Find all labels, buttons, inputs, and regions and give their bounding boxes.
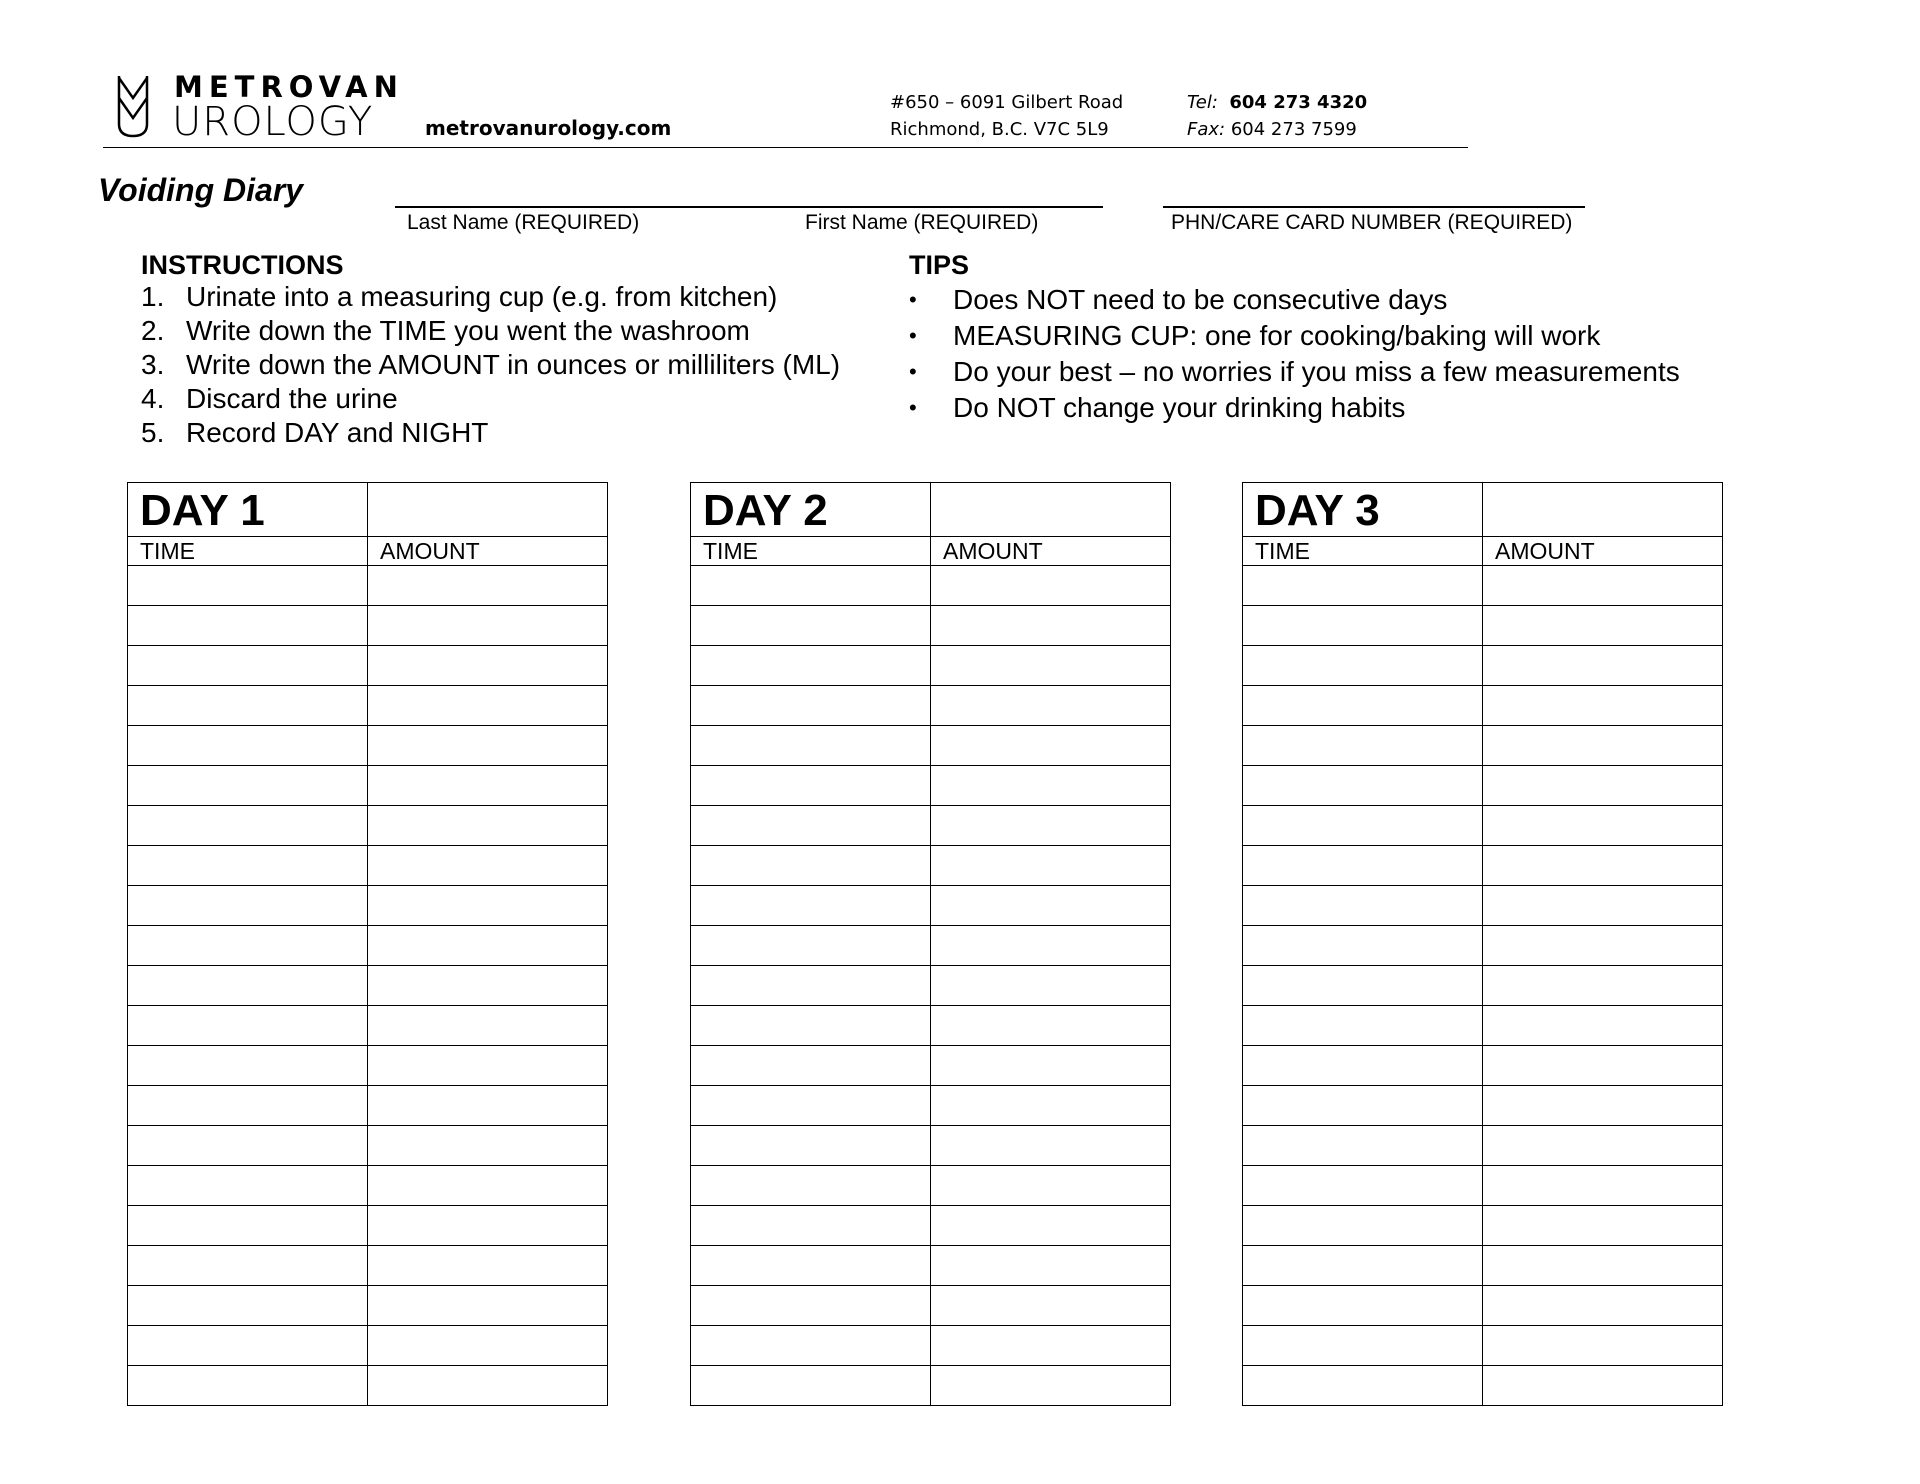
time-cell[interactable] [691,1006,931,1046]
amount-cell[interactable] [368,726,608,766]
time-cell[interactable] [691,726,931,766]
day-date-cell[interactable] [931,483,1171,537]
tip-text: Do NOT change your drinking habits [953,392,1406,423]
amount-cell[interactable] [368,846,608,886]
time-cell[interactable] [691,646,931,686]
time-cell[interactable] [691,1246,931,1286]
table-row [128,846,608,886]
table-row [128,1286,608,1326]
amount-cell[interactable] [931,726,1171,766]
table-row [128,1006,608,1046]
brand-name-urology: UROLOGY [172,99,374,145]
amount-cell[interactable] [1483,726,1723,766]
time-cell[interactable] [128,926,368,966]
time-cell[interactable] [1243,1286,1483,1326]
amount-cell[interactable] [1483,646,1723,686]
time-cell[interactable] [128,766,368,806]
table-row [1243,646,1723,686]
table-row [691,846,1171,886]
day-date-cell[interactable] [368,483,608,537]
instruction-number: 5. [141,417,165,448]
amount-cell[interactable] [368,1046,608,1086]
time-cell[interactable] [1243,926,1483,966]
phn-label: PHN/CARE CARD NUMBER (REQUIRED) [1171,211,1573,234]
amount-cell[interactable] [368,766,608,806]
table-row [691,1046,1171,1086]
fax-value: 604 273 7599 [1230,119,1357,140]
amount-cell[interactable] [1483,1006,1723,1046]
time-cell[interactable] [128,1086,368,1126]
day-title: DAY 1 [128,483,368,537]
time-cell[interactable] [1243,646,1483,686]
address-line-1: #650 – 6091 Gilbert Road [890,92,1124,113]
table-row [1243,566,1723,606]
phn-field[interactable] [1163,206,1585,208]
time-cell[interactable] [1243,566,1483,606]
page-title: Voiding Diary [98,172,304,208]
amount-cell[interactable] [368,1006,608,1046]
table-row [1243,1126,1723,1166]
amount-cell[interactable] [1483,1286,1723,1326]
table-row [128,926,608,966]
time-cell[interactable] [1243,1206,1483,1246]
time-cell[interactable] [1243,966,1483,1006]
time-cell[interactable] [1243,1166,1483,1206]
amount-cell[interactable] [368,1206,608,1246]
day-2-table [690,482,1171,1406]
table-row [1243,766,1723,806]
time-cell[interactable] [691,1166,931,1206]
brand-name-metrovan: METROVAN [174,70,404,104]
address-line-2: Richmond, B.C. V7C 5L9 [890,119,1109,140]
amount-cell[interactable] [1483,606,1723,646]
table-row [1243,686,1723,726]
amount-cell[interactable] [368,966,608,1006]
amount-cell[interactable] [1483,1166,1723,1206]
amount-cell[interactable] [368,1166,608,1206]
last-name-label: Last Name (REQUIRED) [407,211,640,234]
time-cell[interactable] [1243,1126,1483,1166]
table-row [1243,1286,1723,1326]
table-row [128,1206,608,1246]
instruction-text: Record DAY and NIGHT [186,417,489,448]
time-cell[interactable] [1243,886,1483,926]
table-row [128,726,608,766]
bullet-icon: • [909,323,917,348]
amount-cell[interactable] [368,1086,608,1126]
table-row [691,1286,1171,1326]
amount-cell[interactable] [368,1326,608,1366]
table-row [1243,1246,1723,1286]
time-cell[interactable] [128,886,368,926]
table-row [691,726,1171,766]
amount-cell[interactable] [1483,886,1723,926]
amount-cell[interactable] [1483,1246,1723,1286]
instructions-heading: INSTRUCTIONS [141,250,344,280]
time-column-header: TIME [691,537,931,566]
amount-column-header: AMOUNT [1483,537,1723,566]
amount-cell[interactable] [368,1126,608,1166]
fax [1187,119,1357,141]
time-cell[interactable] [1243,1046,1483,1086]
instruction-text: Urinate into a measuring cup (e.g. from kitchen) [186,281,778,312]
amount-column-header: AMOUNT [368,537,608,566]
time-cell[interactable] [691,1326,931,1366]
name-field[interactable] [395,206,1103,208]
table-row [691,566,1171,606]
day-date-cell[interactable] [1483,483,1723,537]
table-row [691,1366,1171,1406]
table-row [128,1326,608,1366]
table-row [691,1126,1171,1166]
time-cell[interactable] [691,926,931,966]
table-row [691,1246,1171,1286]
table-row [128,766,608,806]
table-row [128,806,608,846]
time-cell[interactable] [691,1286,931,1326]
website-link[interactable]: metrovanurology.com [425,116,672,140]
table-row [691,686,1171,726]
time-cell[interactable] [691,1126,931,1166]
time-cell[interactable] [1243,726,1483,766]
table-row [128,646,608,686]
time-cell[interactable] [691,1366,931,1406]
time-cell[interactable] [128,1046,368,1086]
table-row [128,1366,608,1406]
table-row [1243,1206,1723,1246]
table-row [691,1206,1171,1246]
amount-cell[interactable] [368,886,608,926]
amount-cell[interactable] [931,766,1171,806]
tip-text: MEASURING CUP: one for cooking/baking will work [953,320,1601,351]
amount-cell[interactable] [931,606,1171,646]
time-cell[interactable] [691,606,931,646]
time-cell[interactable] [691,966,931,1006]
tip-text: Does NOT need to be consecutive days [953,284,1448,315]
tips-heading: TIPS [909,250,970,280]
time-cell[interactable] [128,606,368,646]
time-cell[interactable] [1243,686,1483,726]
amount-cell[interactable] [931,806,1171,846]
table-row [1243,606,1723,646]
time-cell[interactable] [128,566,368,606]
time-cell[interactable] [691,766,931,806]
time-cell[interactable] [128,806,368,846]
table-row [691,1086,1171,1126]
table-row [691,646,1171,686]
amount-cell[interactable] [931,1326,1171,1366]
time-cell[interactable] [128,1366,368,1406]
time-cell[interactable] [128,1326,368,1366]
table-row [691,606,1171,646]
table-row [128,1246,608,1286]
amount-cell[interactable] [931,1246,1171,1286]
amount-cell[interactable] [1483,926,1723,966]
table-row [1243,926,1723,966]
amount-cell[interactable] [1483,1206,1723,1246]
table-row [691,1006,1171,1046]
time-cell[interactable] [691,1046,931,1086]
time-cell[interactable] [1243,846,1483,886]
table-row [1243,1006,1723,1046]
time-cell[interactable] [1243,1366,1483,1406]
amount-cell[interactable] [1483,1366,1723,1406]
table-row [128,606,608,646]
amount-cell[interactable] [1483,766,1723,806]
time-cell[interactable] [1243,806,1483,846]
amount-cell[interactable] [931,926,1171,966]
table-row [128,1126,608,1166]
instruction-number: 1. [141,281,165,312]
table-row [691,1326,1171,1366]
amount-cell[interactable] [368,606,608,646]
table-row [128,1166,608,1206]
amount-cell[interactable] [368,566,608,606]
metrovan-logo-icon [116,74,150,138]
fax-label: Fax: [1187,119,1226,140]
time-cell[interactable] [128,846,368,886]
time-cell[interactable] [691,566,931,606]
amount-column-header: AMOUNT [931,537,1171,566]
amount-cell[interactable] [931,846,1171,886]
time-cell[interactable] [128,1006,368,1046]
amount-cell[interactable] [931,686,1171,726]
table-row [1243,1366,1723,1406]
amount-cell[interactable] [368,806,608,846]
amount-cell[interactable] [1483,566,1723,606]
time-cell[interactable] [691,806,931,846]
time-cell[interactable] [128,1126,368,1166]
time-cell[interactable] [1243,766,1483,806]
bullet-icon: • [909,395,917,420]
amount-cell[interactable] [931,646,1171,686]
table-row [1243,966,1723,1006]
tel-value: 604 273 4320 [1229,92,1368,113]
time-cell[interactable] [1243,1246,1483,1286]
table-row [1243,846,1723,886]
table-row [128,1046,608,1086]
time-cell[interactable] [128,1206,368,1246]
instruction-text: Write down the TIME you went the washroom [186,315,750,346]
table-row [1243,1086,1723,1126]
time-cell[interactable] [128,686,368,726]
table-row [1243,1166,1723,1206]
table-row [128,686,608,726]
amount-cell[interactable] [931,966,1171,1006]
table-row [1243,726,1723,766]
table-row [1243,1046,1723,1086]
amount-cell[interactable] [931,1126,1171,1166]
amount-cell[interactable] [1483,966,1723,1006]
amount-cell[interactable] [931,1286,1171,1326]
time-cell[interactable] [128,1246,368,1286]
day-1-table [127,482,608,1406]
tel-label: Tel: [1187,92,1218,113]
amount-cell[interactable] [931,1086,1171,1126]
time-cell[interactable] [128,1286,368,1326]
instruction-number: 4. [141,383,165,414]
tip-text: Do your best – no worries if you miss a few measurements [953,356,1680,387]
table-row [1243,806,1723,846]
table-row [691,766,1171,806]
bullet-icon: • [909,287,917,312]
time-cell[interactable] [128,1166,368,1206]
table-row [691,806,1171,846]
instruction-text: Write down the AMOUNT in ounces or milliliters (ML) [186,349,841,380]
time-cell[interactable] [128,646,368,686]
instruction-number: 3. [141,349,165,380]
table-row [691,886,1171,926]
table-row [691,1166,1171,1206]
time-cell[interactable] [1243,606,1483,646]
time-cell[interactable] [691,686,931,726]
time-cell[interactable] [1243,1086,1483,1126]
amount-cell[interactable] [1483,1086,1723,1126]
time-cell[interactable] [691,1206,931,1246]
amount-cell[interactable] [368,1286,608,1326]
amount-cell[interactable] [1483,1326,1723,1366]
table-row [691,966,1171,1006]
time-cell[interactable] [1243,1326,1483,1366]
amount-cell[interactable] [1483,846,1723,886]
time-column-header: TIME [1243,537,1483,566]
table-row [1243,1326,1723,1366]
instruction-text: Discard the urine [186,383,398,414]
table-row [128,566,608,606]
amount-cell[interactable] [931,1206,1171,1246]
day-3-table [1242,482,1723,1406]
amount-cell[interactable] [368,686,608,726]
amount-cell[interactable] [931,1046,1171,1086]
amount-cell[interactable] [1483,1046,1723,1086]
instruction-number: 2. [141,315,165,346]
table-row [128,966,608,1006]
time-column-header: TIME [128,537,368,566]
amount-cell[interactable] [1483,686,1723,726]
time-cell[interactable] [691,1086,931,1126]
day-title: DAY 2 [691,483,931,537]
amount-cell[interactable] [931,1006,1171,1046]
amount-cell[interactable] [931,1366,1171,1406]
amount-cell[interactable] [368,646,608,686]
telephone [1187,92,1367,114]
time-cell[interactable] [691,886,931,926]
time-cell[interactable] [1243,1006,1483,1046]
day-title: DAY 3 [1243,483,1483,537]
amount-cell[interactable] [931,566,1171,606]
time-cell[interactable] [128,726,368,766]
amount-cell[interactable] [368,926,608,966]
table-row [691,926,1171,966]
amount-cell[interactable] [368,1366,608,1406]
time-cell[interactable] [691,846,931,886]
header-divider [103,147,1468,148]
time-cell[interactable] [128,966,368,1006]
amount-cell[interactable] [368,1246,608,1286]
table-row [128,886,608,926]
table-row [1243,886,1723,926]
bullet-icon: • [909,359,917,384]
amount-cell[interactable] [1483,1126,1723,1166]
table-row [128,1086,608,1126]
first-name-label: First Name (REQUIRED) [805,211,1039,234]
amount-cell[interactable] [1483,806,1723,846]
amount-cell[interactable] [931,1166,1171,1206]
amount-cell[interactable] [931,886,1171,926]
